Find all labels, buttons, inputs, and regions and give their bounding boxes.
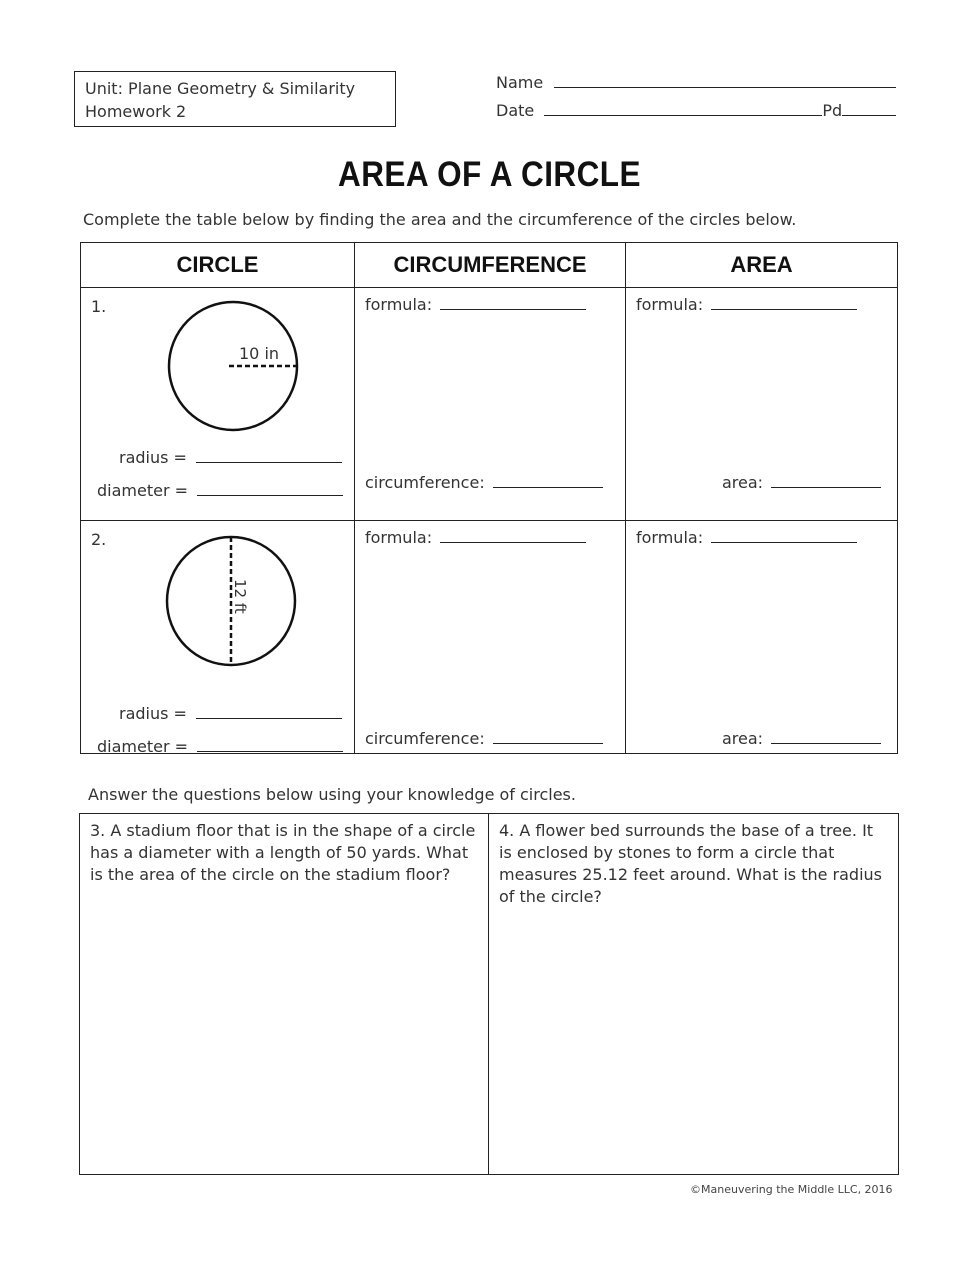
question-4-cell[interactable]	[489, 814, 899, 1175]
circumference-blank[interactable]	[493, 473, 603, 488]
formula-label: formula:	[365, 295, 433, 314]
circumference-cell-2	[355, 521, 626, 754]
circumference-formula-field	[365, 295, 586, 314]
area-blank[interactable]	[771, 729, 881, 744]
date-label: Date	[496, 101, 535, 120]
problem-number: 2.	[91, 530, 107, 549]
formula-label: formula:	[636, 295, 704, 314]
circle-diagram-1	[163, 300, 303, 436]
area-result-field	[722, 729, 881, 748]
area-cell-2	[626, 521, 898, 754]
table-header-row	[81, 243, 898, 288]
circle-table	[80, 242, 898, 754]
radius-field	[119, 448, 342, 467]
period-label: Pd	[822, 101, 843, 120]
diameter-label: diameter =	[97, 481, 189, 500]
radius-label: radius =	[119, 448, 187, 467]
area-label: area:	[722, 473, 764, 492]
radius-blank[interactable]	[196, 448, 342, 463]
circumference-result-field	[365, 729, 603, 748]
period-blank[interactable]	[842, 99, 896, 116]
word-problems-table	[79, 813, 899, 1175]
formula-blank[interactable]	[711, 295, 857, 310]
date-field-row	[496, 99, 896, 120]
diameter-field	[97, 481, 343, 500]
circumference-label: circumference:	[365, 473, 485, 492]
table-row	[81, 521, 898, 754]
question-4-text: 4. A flower bed surrounds the base of a tree. It is enclosed by stones to form a circle that measures 25.12 feet around. What is the radius of the circle?	[499, 821, 882, 906]
circumference-result-field	[365, 473, 603, 492]
date-blank[interactable]	[544, 99, 822, 116]
unit-info-box	[74, 71, 396, 127]
name-blank[interactable]	[554, 71, 896, 88]
diameter-blank[interactable]	[197, 737, 343, 752]
area-formula-field	[636, 295, 857, 314]
copyright-notice: ©Maneuvering the Middle LLC, 2016	[690, 1183, 893, 1196]
area-label: area:	[722, 729, 764, 748]
diameter-field	[97, 737, 343, 756]
formula-blank[interactable]	[711, 528, 857, 543]
table-row	[80, 814, 899, 1175]
area-formula-field	[636, 528, 857, 547]
name-label: Name	[496, 73, 544, 92]
diameter-blank[interactable]	[197, 481, 343, 496]
name-field-row	[496, 71, 896, 92]
circumference-formula-field	[365, 528, 586, 547]
instructions: Complete the table below by finding the area and the circumference of the circles below.	[83, 210, 797, 229]
problem-number: 1.	[91, 297, 107, 316]
page-title: AREA OF A CIRCLE	[338, 155, 641, 194]
circle-diagram-2	[163, 533, 303, 673]
unit-title: Unit: Plane Geometry & Similarity	[85, 79, 356, 98]
question-3-cell[interactable]	[80, 814, 489, 1175]
radius-field	[119, 704, 342, 723]
radius-blank[interactable]	[196, 704, 342, 719]
header-circumference: CIRCUMFERENCE	[355, 243, 626, 288]
formula-label: formula:	[636, 528, 704, 547]
formula-blank[interactable]	[440, 295, 586, 310]
circumference-blank[interactable]	[493, 729, 603, 744]
area-cell-1	[626, 288, 898, 521]
diameter-label: diameter =	[97, 737, 189, 756]
header-area: AREA	[626, 243, 898, 288]
formula-blank[interactable]	[440, 528, 586, 543]
circle-cell-1	[81, 288, 355, 521]
answer-instructions: Answer the questions below using your knowledge of circles.	[88, 785, 576, 804]
circle-cell-2	[81, 521, 355, 754]
radius-measurement-label: 10 in	[239, 344, 280, 363]
diameter-measurement-label: 12 ft	[231, 579, 249, 614]
table-row	[81, 288, 898, 521]
homework-label: Homework 2	[85, 102, 187, 121]
formula-label: formula:	[365, 528, 433, 547]
header-circle: CIRCLE	[81, 243, 355, 288]
circumference-cell-1	[355, 288, 626, 521]
area-result-field	[722, 473, 881, 492]
area-blank[interactable]	[771, 473, 881, 488]
circumference-label: circumference:	[365, 729, 485, 748]
question-3-text: 3. A stadium floor that is in the shape of a circle has a diameter with a length of 50 yards. What is the area of the circle on the stadium floor?	[90, 821, 476, 884]
radius-label: radius =	[119, 704, 187, 723]
